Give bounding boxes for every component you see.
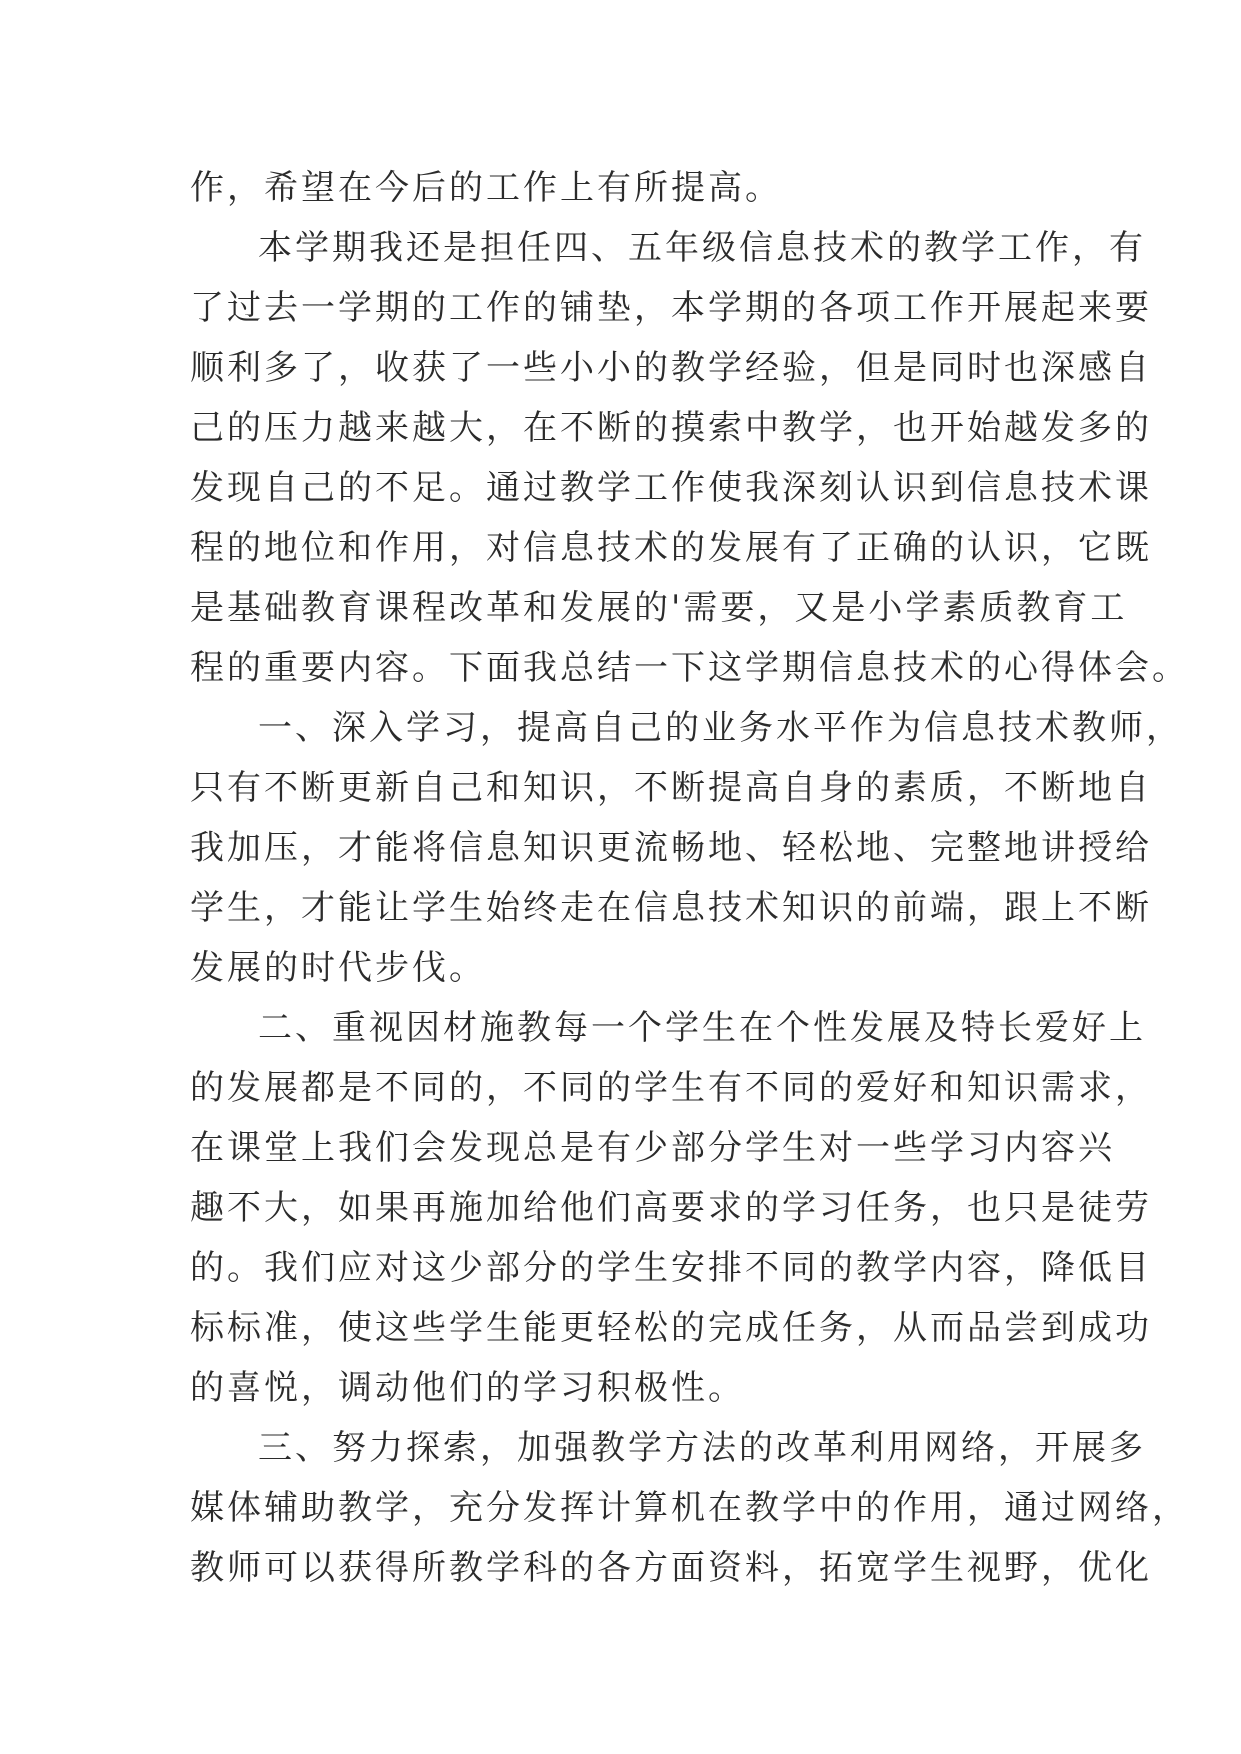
text-line: 只有不断更新自己和知识，不断提高自身的素质，不断地自 <box>190 768 1152 808</box>
text-line: 己的压力越来越大，在不断的摸索中教学，也开始越发多的 <box>190 408 1152 448</box>
text-line: 标标准，使这些学生能更轻松的完成任务，从而品尝到成功 <box>190 1308 1152 1348</box>
text-line: 在课堂上我们会发现总是有少部分学生对一些学习内容兴 <box>190 1128 1115 1168</box>
text-line: 了过去一学期的工作的铺垫，本学期的各项工作开展起来要 <box>190 288 1152 328</box>
text-line: 作，希望在今后的工作上有所提高。 <box>190 168 782 208</box>
section-heading-line: 三、努力探索，加强教学方法的改革利用网络，开展多 <box>258 1428 1146 1468</box>
section-heading-line: 一、深入学习，提高自己的业务水平作为信息技术教师， <box>258 708 1183 748</box>
text-line: 媒体辅助教学，充分发挥计算机在教学中的作用，通过网络， <box>190 1488 1189 1528</box>
text-line: 的发展都是不同的，不同的学生有不同的爱好和知识需求， <box>190 1068 1152 1108</box>
section-heading-line: 二、重视因材施教每一个学生在个性发展及特长爱好上 <box>258 1008 1146 1048</box>
body-text <box>190 158 1189 1598</box>
text-line: 程的地位和作用，对信息技术的发展有了正确的认识，它既 <box>190 528 1152 568</box>
text-line: 的喜悦，调动他们的学习积极性。 <box>190 1368 745 1408</box>
text-line: 趣不大，如果再施加给他们高要求的学习任务，也只是徒劳 <box>190 1188 1152 1228</box>
text-line: 我加压，才能将信息知识更流畅地、轻松地、完整地讲授给 <box>190 828 1152 868</box>
text-line: 顺利多了，收获了一些小小的教学经验，但是同时也深感自 <box>190 348 1152 388</box>
text-line: 程的重要内容。下面我总结一下这学期信息技术的心得体会。 <box>190 648 1189 688</box>
text-line: 发现自己的不足。通过教学工作使我深刻认识到信息技术课 <box>190 468 1152 508</box>
text-line: 教师可以获得所教学科的各方面资料，拓宽学生视野，优化 <box>190 1548 1152 1588</box>
text-line: 是基础教育课程改革和发展的'需要，又是小学素质教育工 <box>190 588 1128 628</box>
text-line: 的。我们应对这少部分的学生安排不同的教学内容，降低目 <box>190 1248 1152 1288</box>
paragraph-first-line: 本学期我还是担任四、五年级信息技术的教学工作，有 <box>258 228 1146 268</box>
text-line: 学生，才能让学生始终走在信息技术知识的前端，跟上不断 <box>190 888 1152 928</box>
text-line: 发展的时代步伐。 <box>190 948 486 988</box>
